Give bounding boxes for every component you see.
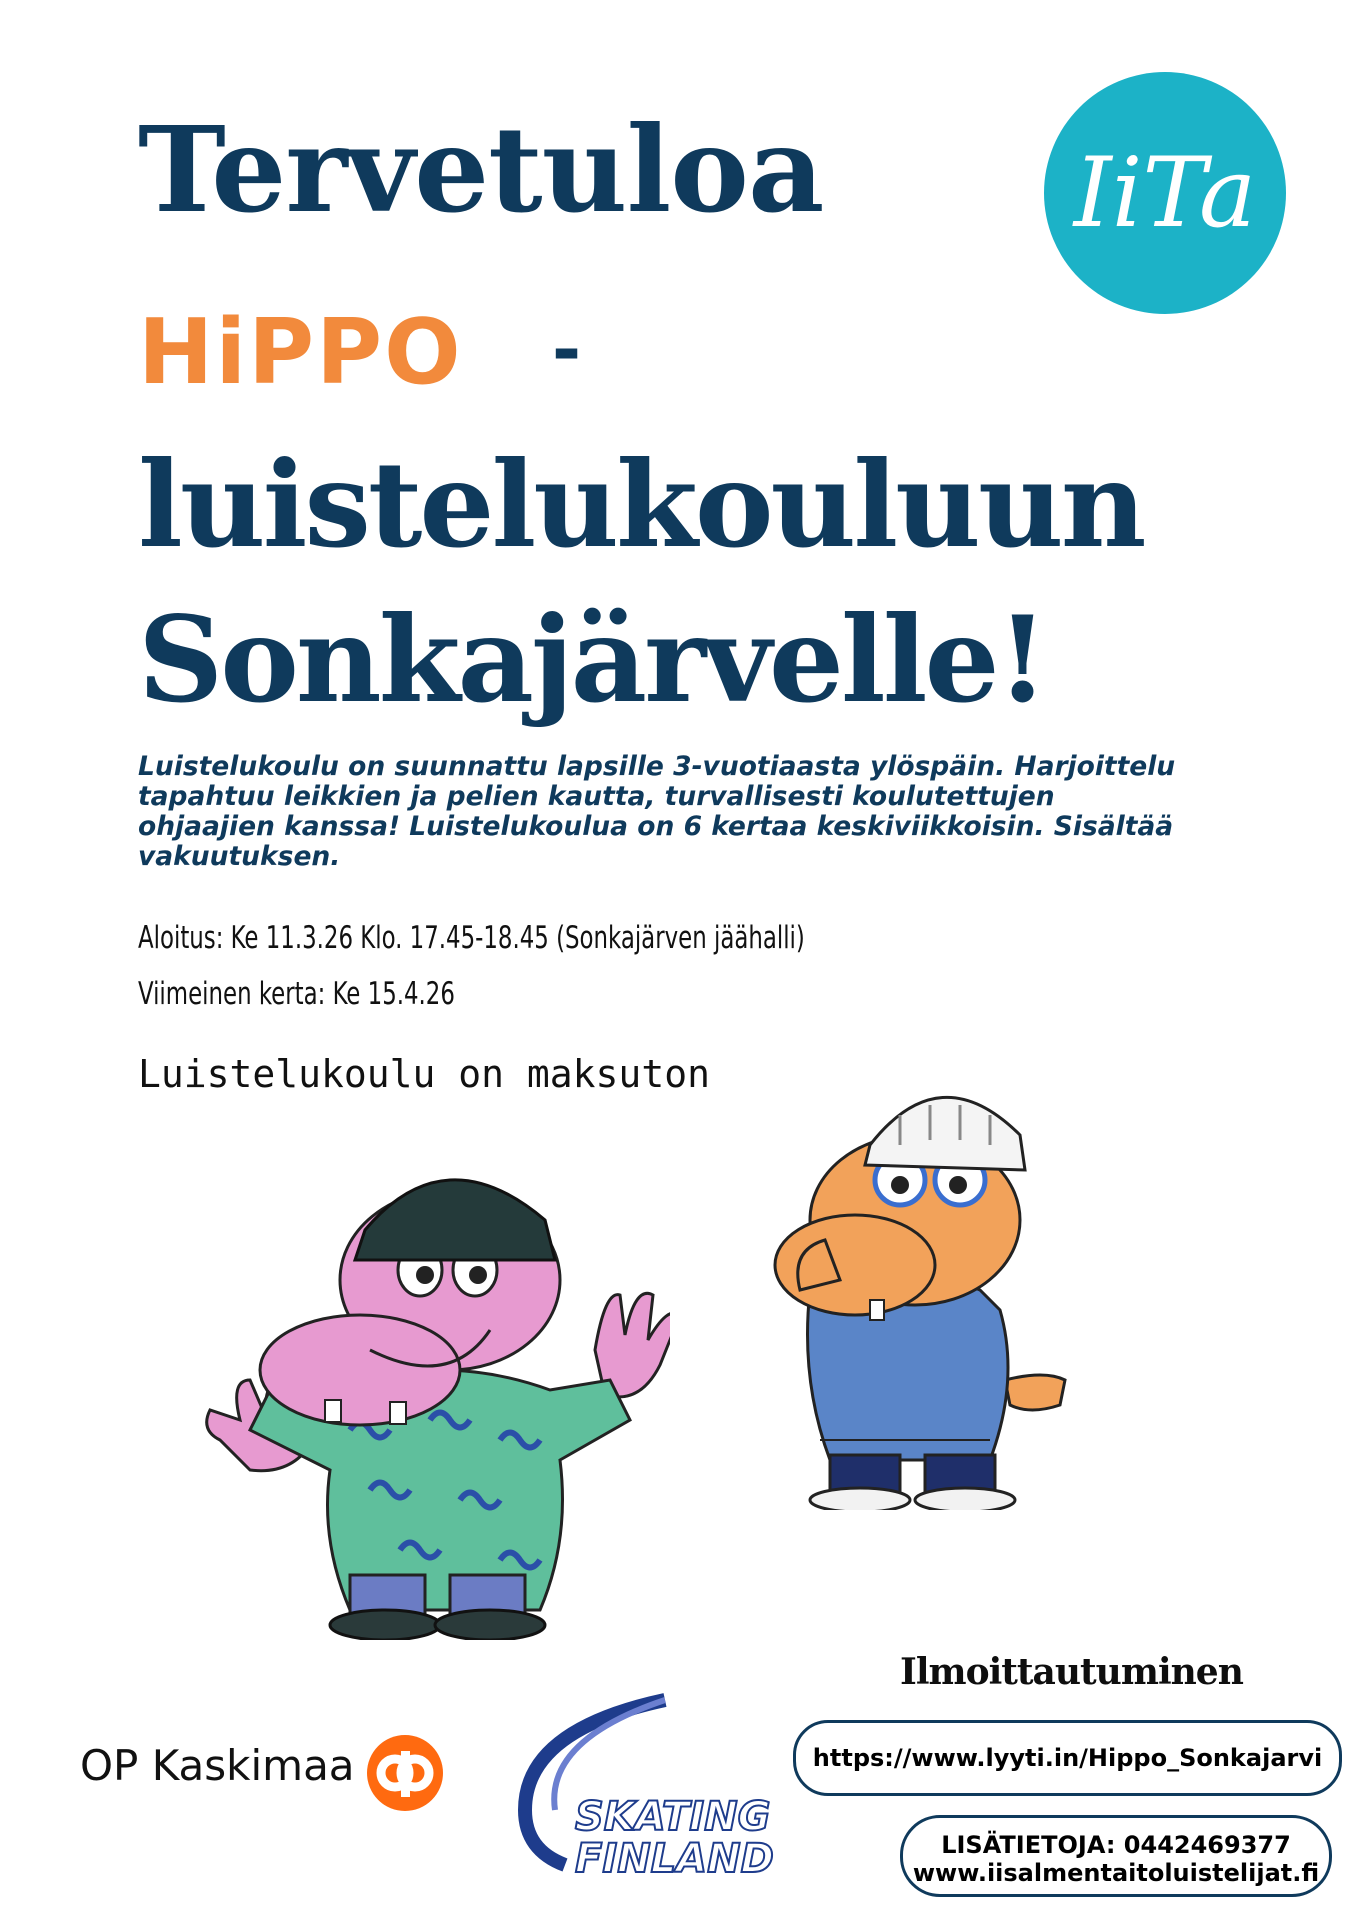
title-dash: - bbox=[552, 309, 582, 391]
registration-heading: Ilmoittautuminen bbox=[900, 1651, 1243, 1693]
op-logo-icon bbox=[365, 1733, 445, 1813]
start-date-text: Aloitus: Ke 11.3.26 Klo. 17.45-18.45 (Sonkajärven jäähalli) bbox=[138, 920, 805, 956]
registration-link[interactable]: https://www.lyyti.in/Hippo_Sonkajarvi bbox=[793, 1720, 1342, 1796]
title-line-luistelukouluun: luistelukouluun bbox=[138, 435, 1144, 574]
title-line-tervetuloa: Tervetuloa bbox=[138, 100, 824, 239]
free-of-charge-text: Luistelukoulu on maksuton bbox=[138, 1052, 710, 1096]
svg-text:SKATING: SKATING bbox=[575, 1794, 771, 1840]
title-line-sonkajarvelle: Sonkajärvelle! bbox=[138, 590, 1046, 729]
contact-phone: LISÄTIETOJA: 0442469377 bbox=[941, 1831, 1291, 1859]
svg-text:FINLAND: FINLAND bbox=[575, 1836, 774, 1882]
last-date-text: Viimeinen kerta: Ke 15.4.26 bbox=[138, 976, 455, 1012]
title-hippo-word: HiPPO bbox=[138, 300, 463, 405]
intro-paragraph: Luistelukoulu on suunnattu lapsille 3-vuotiaasta ylöspäin. Harjoittelu tapahtuu leikkien ja pelien kautta, turvallisesti koulutettujen ohjaajien kanssa! Luistelukoulua on 6 kertaa keskiviikkoisin. Sisältää vakuutuksen. bbox=[138, 751, 1176, 872]
club-logo-lettering: IiTa bbox=[1073, 137, 1257, 249]
pink-hippo-mascot-illustration bbox=[200, 1170, 670, 1640]
contact-info-box bbox=[900, 1815, 1332, 1897]
contact-website[interactable]: www.iisalmentaitoluistelijat.fi bbox=[912, 1859, 1320, 1887]
op-kaskimaa-logo-text: OP Kaskimaa bbox=[80, 1741, 355, 1790]
skating-finland-logo bbox=[495, 1680, 775, 1890]
orange-hippo-mascot-illustration bbox=[760, 1090, 1070, 1510]
